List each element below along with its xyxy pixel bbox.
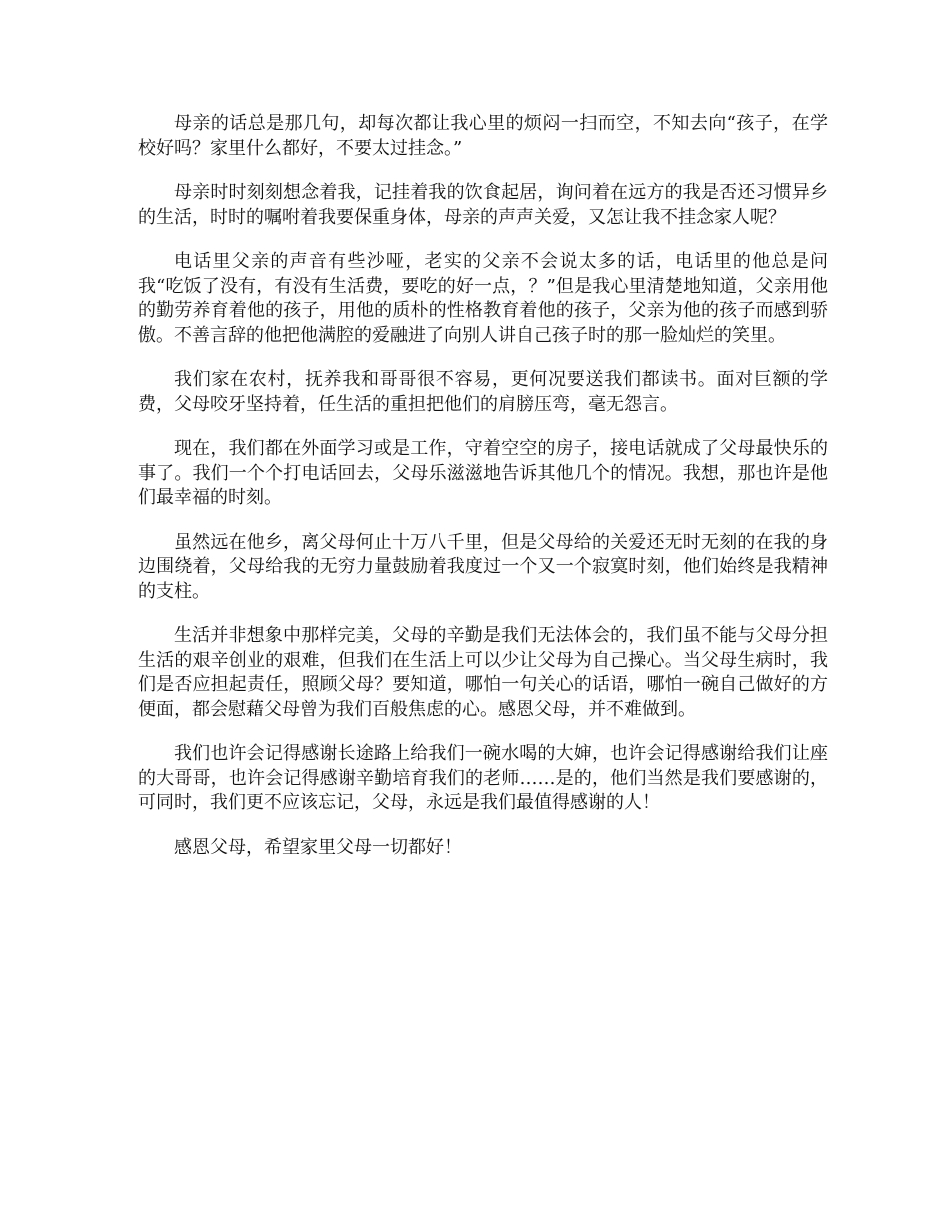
paragraph-5: 现在，我们都在外面学习或是工作，守着空空的房子，接电话就成了父母最快乐的事了。我们一个个打电话回去，父母乐滋滋地告诉其他几个的情况。我想，那也许是他们最幸福的时刻。 — [138, 438, 828, 508]
paragraph-7: 生活并非想象中那样完美，父母的辛勤是我们无法体会的，我们虽不能与父母分担生活的艰辛创业的艰难，但我们在生活上可以少让父母为自己操心。当父母生病时，我们是否应担起责任，照顾父母？要知道，哪怕一句关心的话语，哪怕一碗自己做好的方便面，都会慰藉父母曾为我们百般焦虑的心。感恩父母，并不难做到。 — [138, 625, 828, 720]
paragraph-2: 母亲时时刻刻想念着我，记挂着我的饮食起居，询问着在远方的我是否还习惯异乡的生活，时时的嘱咐着我要保重身体，母亲的声声关爱，又怎让我不挂念家人呢？ — [138, 182, 828, 228]
paragraph-6: 虽然远在他乡，离父母何止十万八千里，但是父母给的关爱还无时无刻的在我的身边围绕着，父母给我的无穷力量鼓励着我度过一个又一个寂寞时刻，他们始终是我精神的支柱。 — [138, 531, 828, 602]
paragraph-1: 母亲的话总是那几句，却每次都让我心里的烦闷一扫而空，不知去向“孩子，在学校好吗？家里什么都好，不要太过挂念。” — [138, 113, 828, 159]
paragraph-8: 我们也许会记得感谢长途路上给我们一碗水喝的大婶，也许会记得感谢给我们让座的大哥哥，也许会记得感谢辛勤培育我们的老师……是的，他们当然是我们要感谢的，可同时，我们更不应该忘记，父母，永远是我们最值得感谢的人！ — [138, 743, 828, 813]
article-body — [138, 112, 828, 880]
paragraph-3: 电话里父亲的声音有些沙哑，老实的父亲不会说太多的话，电话里的他总是问我“吃饭了没有，有没有生活费，要吃的好一点，？”但是我心里清楚地知道，父亲用他的勤劳养育着他的孩子，用他的质朴的性格教育着他的孩子，父亲为他的孩子而感到骄傲。不善言辞的他把他满腔的爱融进了向别人讲自己孩子时的那一脸灿烂的笑里。 — [138, 251, 828, 346]
paragraph-9: 感恩父母，希望家里父母一切都好！ — [174, 836, 462, 858]
paragraph-4: 我们家在农村，抚养我和哥哥很不容易，更何况要送我们都读书。面对巨额的学费，父母咬牙坚持着，任生活的重担把他们的肩膀压弯，毫无怨言。 — [138, 369, 828, 415]
